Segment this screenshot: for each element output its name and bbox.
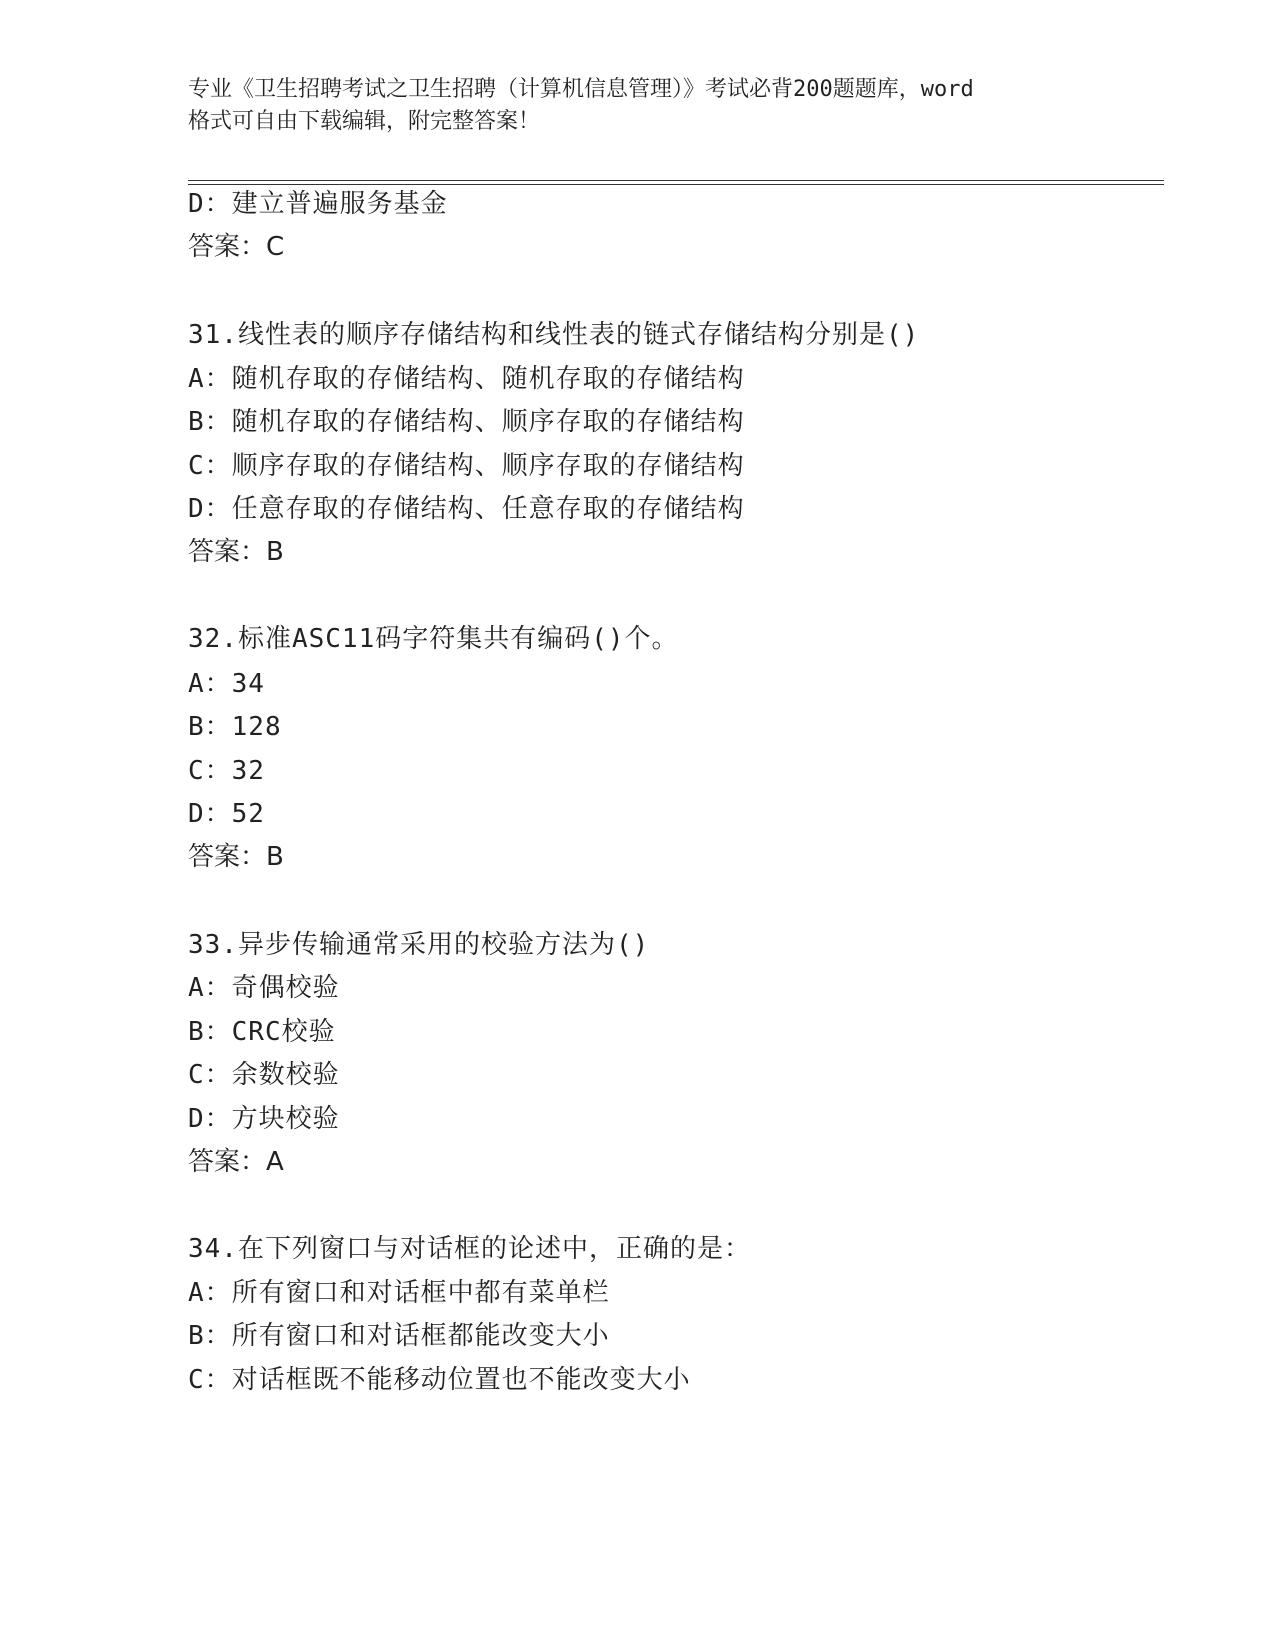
question-stem: 31.线性表的顺序存储结构和线性表的链式存储结构分别是() bbox=[188, 320, 920, 350]
header-divider-bottom bbox=[188, 184, 1164, 185]
option-c: C：对话框既不能移动位置也不能改变大小 bbox=[188, 1365, 691, 1395]
option-a: A：奇偶校验 bbox=[188, 973, 340, 1003]
header-title-line-2: 格式可自由下载编辑，附完整答案！ bbox=[188, 109, 541, 134]
option-a: A：34 bbox=[188, 669, 265, 699]
answer: 答案：A bbox=[188, 1147, 284, 1177]
option-c: C：余数校验 bbox=[188, 1060, 340, 1090]
option-b: B：所有窗口和对话框都能改变大小 bbox=[188, 1321, 610, 1351]
question-stem: 34.在下列窗口与对话框的论述中，正确的是： bbox=[188, 1234, 751, 1264]
option-a: A：所有窗口和对话框中都有菜单栏 bbox=[188, 1278, 610, 1308]
question-stem: 33.异步传输通常采用的校验方法为() bbox=[188, 930, 650, 960]
option-d: D：任意存取的存储结构、任意存取的存储结构 bbox=[188, 494, 745, 524]
prev-option-d: D：建立普遍服务基金 bbox=[188, 189, 448, 219]
option-b: B：随机存取的存储结构、顺序存取的存储结构 bbox=[188, 407, 745, 437]
answer: 答案：B bbox=[188, 537, 284, 567]
option-c: C：顺序存取的存储结构、顺序存取的存储结构 bbox=[188, 451, 745, 481]
option-b: B：128 bbox=[188, 712, 282, 742]
option-a: A：随机存取的存储结构、随机存取的存储结构 bbox=[188, 364, 745, 394]
header-title-line-1: 专业《卫生招聘考试之卫生招聘（计算机信息管理）》考试必背200题题库，word bbox=[188, 77, 974, 102]
option-b: B：CRC校验 bbox=[188, 1017, 336, 1047]
option-d: D：方块校验 bbox=[188, 1104, 340, 1134]
option-d: D：52 bbox=[188, 799, 265, 829]
document-header bbox=[188, 74, 1088, 138]
prev-answer: 答案：C bbox=[188, 232, 285, 262]
question-stem: 32.标准ASC11码字符集共有编码()个。 bbox=[188, 624, 679, 654]
answer: 答案：B bbox=[188, 842, 284, 872]
option-c: C：32 bbox=[188, 756, 265, 786]
header-divider-top bbox=[188, 180, 1164, 181]
